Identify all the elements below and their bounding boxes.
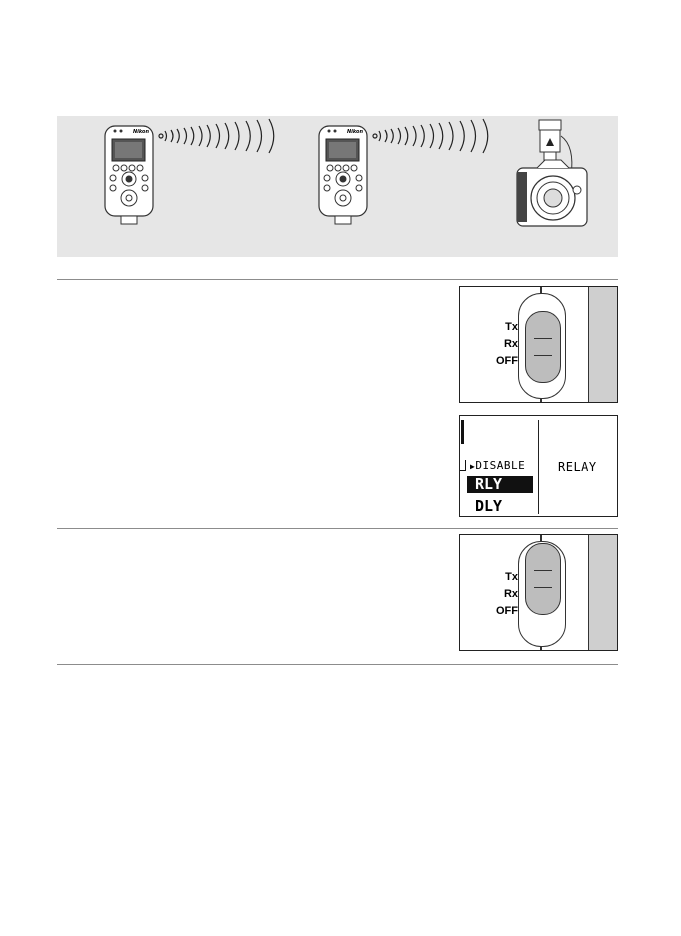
illustration-band bbox=[57, 116, 618, 257]
switch-label-tx: Tx bbox=[505, 571, 518, 583]
switch-knob[interactable] bbox=[525, 543, 561, 615]
switch-knob[interactable] bbox=[525, 311, 561, 383]
power-switch-panel bbox=[459, 534, 618, 651]
switch-label-rx: Rx bbox=[503, 338, 518, 350]
lcd-display-panel bbox=[459, 415, 618, 517]
remote-relay-icon bbox=[319, 126, 367, 224]
switch-label-rx: Rx bbox=[503, 588, 518, 600]
device-side-strip bbox=[588, 535, 618, 651]
lcd-menu-item-rly-selected[interactable]: RLY bbox=[467, 476, 533, 493]
remote-transmitter-icon bbox=[105, 126, 153, 224]
relay-illustration bbox=[57, 116, 618, 257]
switch-label-off: OFF bbox=[496, 605, 518, 617]
lcd-menu-item-dly[interactable]: DLY bbox=[475, 497, 503, 515]
lcd-column-divider bbox=[538, 420, 539, 514]
brand-logo: Nikon bbox=[347, 129, 364, 135]
wireless-signal-icon bbox=[373, 119, 488, 153]
section-divider bbox=[57, 664, 618, 665]
switch-label-off: OFF bbox=[496, 355, 518, 367]
lcd-bracket bbox=[460, 460, 466, 471]
lcd-value-text: RELAY bbox=[558, 460, 597, 474]
section-divider bbox=[57, 279, 618, 280]
wireless-signal-icon bbox=[159, 119, 274, 153]
power-switch-panel bbox=[459, 286, 618, 403]
section-divider bbox=[57, 528, 618, 529]
switch-label-tx: Tx bbox=[505, 321, 518, 333]
lcd-scrollbar bbox=[461, 420, 464, 444]
lcd-menu-item-disable[interactable]: ▶DISABLE bbox=[470, 459, 526, 472]
camera-with-speedlight-icon bbox=[517, 120, 587, 226]
cursor-arrow-icon: ▶ bbox=[470, 462, 476, 471]
device-side-strip bbox=[588, 287, 618, 403]
brand-logo: Nikon bbox=[133, 129, 150, 135]
